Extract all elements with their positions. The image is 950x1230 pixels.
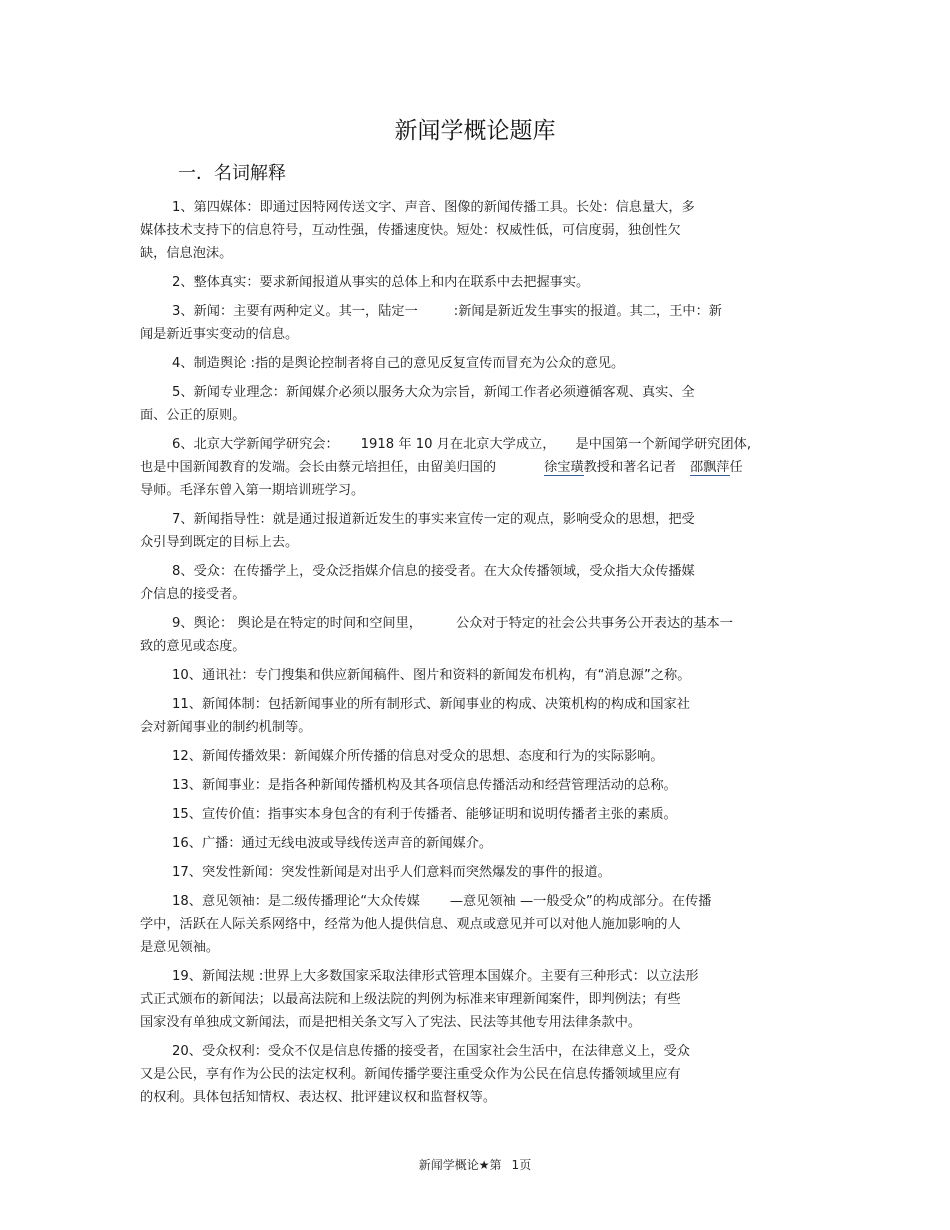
entry-line: 面、公正的原则。 bbox=[140, 408, 246, 423]
entry-line: 7、新闻指导性：就是通过报道新近发生的事实来宣传一定的观点，影响受众的思想，把受 bbox=[172, 512, 695, 527]
entry-line bbox=[140, 433, 820, 456]
entry-line: 2、整体真实：要求新闻报道从事实的总体上和内在联系中去把握事实。 bbox=[172, 275, 590, 290]
entry-line bbox=[140, 612, 820, 635]
entry-text: 18、意见领袖：是二级传播理论“大众传媒 bbox=[172, 894, 420, 909]
entry-text: 是中国第一个新闻学研究团体, bbox=[575, 437, 752, 452]
entry-text: —意见领袖 —一般受众”的构成部分。在传播 bbox=[449, 894, 712, 909]
entry-line: 介信息的接受者。 bbox=[140, 587, 246, 602]
entry-line: 17、突发性新闻：突发性新闻是对出乎人们意料而突然爆发的事件的报道。 bbox=[172, 865, 611, 880]
entry-line: 10、通讯社：专门搜集和供应新闻稿件、图片和资料的新闻发布机构，有“消息源”之称。 bbox=[172, 668, 691, 683]
entry-line: 13、新闻事业：是指各种新闻传播机构及其各项信息传播活动和经营管理活动的总称。 bbox=[172, 778, 677, 793]
definition-entry-20 bbox=[140, 1040, 820, 1109]
definition-entry-8 bbox=[140, 560, 820, 606]
document-title: 新闻学概论题库 bbox=[394, 118, 556, 144]
definition-entry-15 bbox=[140, 803, 820, 826]
entry-line: 闻是新近事实变动的信息。 bbox=[140, 327, 299, 342]
entry-text: 公众对于特定的社会公共事务公开表达的基本一 bbox=[455, 616, 733, 631]
entry-line: 众引导到既定的目标上去。 bbox=[140, 535, 299, 550]
entry-line bbox=[140, 456, 820, 479]
entry-line: 19、新闻法规 :世界上大多数国家采取法律形式管理本国媒介。主要有三种形式：以立法形 bbox=[172, 969, 699, 984]
entry-line: 又是公民，享有作为公民的法定权利。新闻传播学要注重受众作为公民在信息传播领域里应有 bbox=[140, 1067, 681, 1082]
page-number: 1 bbox=[511, 1158, 520, 1172]
footer-page-suffix: 页 bbox=[519, 1158, 532, 1172]
definition-entry-13 bbox=[140, 774, 820, 797]
entry-text: 6、北京大学新闻学研究会： bbox=[172, 437, 339, 452]
entry-line: 11、新闻体制：包括新闻事业的所有制形式、新闻事业的构成、决策机构的构成和国家社 bbox=[172, 697, 690, 712]
entry-line: 16、广播：通过无线电波或导线传送声音的新闻媒介。 bbox=[172, 836, 493, 851]
definition-entry-11 bbox=[140, 693, 820, 739]
entry-text: :新闻是新近发生事实的报道。其二，王中：新 bbox=[453, 304, 722, 319]
page-footer bbox=[0, 1156, 950, 1174]
definition-entry-4 bbox=[140, 352, 820, 375]
entry-line: 的权利。具体包括知情权、表达权、批评建议权和监督权等。 bbox=[140, 1090, 497, 1105]
definition-entry-2 bbox=[140, 271, 820, 294]
definition-entry-5 bbox=[140, 381, 820, 427]
definition-entry-7 bbox=[140, 508, 820, 554]
definition-entry-16 bbox=[140, 832, 820, 855]
entry-line: 式正式颁布的新闻法；以最高法院和上级法院的判例为标准来审理新闻案件，即判例法；有些 bbox=[140, 992, 681, 1007]
entry-text: 也是中国新闻教育的发端。会长由蔡元培担任，由留美归国的 bbox=[140, 460, 497, 475]
entry-line bbox=[140, 300, 820, 323]
entry-line: 缺，信息泡沫。 bbox=[140, 246, 233, 261]
definitions-list bbox=[140, 196, 820, 1115]
entry-line: 4、制造舆论 :指的是舆论控制者将自己的意见反复宣传而冒充为公众的意见。 bbox=[172, 356, 625, 371]
entry-text: 9、舆论： 舆论是在特定的时间和空间里， bbox=[172, 616, 422, 631]
entry-line: 20、受众权利：受众不仅是信息传播的接受者，在国家社会生活中，在法律意义上，受众 bbox=[172, 1044, 690, 1059]
entry-line: 会对新闻事业的制约机制等。 bbox=[140, 720, 312, 735]
person-name-link: 邵飘萍 bbox=[689, 460, 730, 475]
definition-entry-18 bbox=[140, 890, 820, 959]
entry-line bbox=[140, 890, 820, 913]
definition-entry-12 bbox=[140, 745, 820, 768]
definition-entry-19 bbox=[140, 965, 820, 1034]
entry-line: 国家没有单独成文新闻法，而是把相关条文写入了宪法、民法等其他专用法律条款中。 bbox=[140, 1015, 642, 1030]
entry-text: 1918 年 10 月在北京大学成立， bbox=[360, 437, 556, 452]
definition-entry-17 bbox=[140, 861, 820, 884]
entry-line: 是意见领袖。 bbox=[140, 940, 220, 955]
footer-label: 新闻学概论★第 bbox=[418, 1158, 502, 1172]
entry-text: 3、新闻：主要有两种定义。其一，陆定一 bbox=[172, 304, 418, 319]
entry-line: 导师。毛泽东曾入第一期培训班学习。 bbox=[140, 483, 365, 498]
entry-line: 媒体技术支持下的信息符号，互动性强，传播速度快。短处：权威性低，可信度弱，独创性欠 bbox=[140, 223, 681, 238]
person-name-link: 徐宝璜 bbox=[544, 460, 584, 475]
entry-text: 教授和著名记者 bbox=[583, 460, 676, 475]
entry-text: 任 bbox=[729, 460, 743, 475]
entry-line: 致的意见或态度。 bbox=[140, 639, 246, 654]
entry-line: 15、宣传价值：指事实本身包含的有利于传播者、能够证明和说明传播者主张的素质。 bbox=[172, 807, 677, 822]
definition-entry-9 bbox=[140, 612, 820, 658]
definition-entry-1 bbox=[140, 196, 820, 265]
definition-entry-6 bbox=[140, 433, 820, 502]
entry-line: 8、受众：在传播学上，受众泛指媒介信息的接受者。在大众传播领域，受众指大众传播媒 bbox=[172, 564, 695, 579]
section-heading: 一．名词解释 bbox=[178, 163, 286, 184]
entry-line: 5、新闻专业理念：新闻媒介必须以服务大众为宗旨，新闻工作者必须遵循客观、真实、全 bbox=[172, 385, 695, 400]
entry-line: 1、第四媒体：即通过因特网传送文字、声音、图像的新闻传播工具。长处：信息量大，多 bbox=[172, 200, 695, 215]
entry-line: 12、新闻传播效果：新闻媒介所传播的信息对受众的思想、态度和行为的实际影响。 bbox=[172, 749, 664, 764]
entry-line: 学中，活跃在人际关系网络中，经常为他人提供信息、观点或意见并可以对他人施加影响的人 bbox=[140, 917, 681, 932]
definition-entry-10 bbox=[140, 664, 820, 687]
definition-entry-3 bbox=[140, 300, 820, 346]
